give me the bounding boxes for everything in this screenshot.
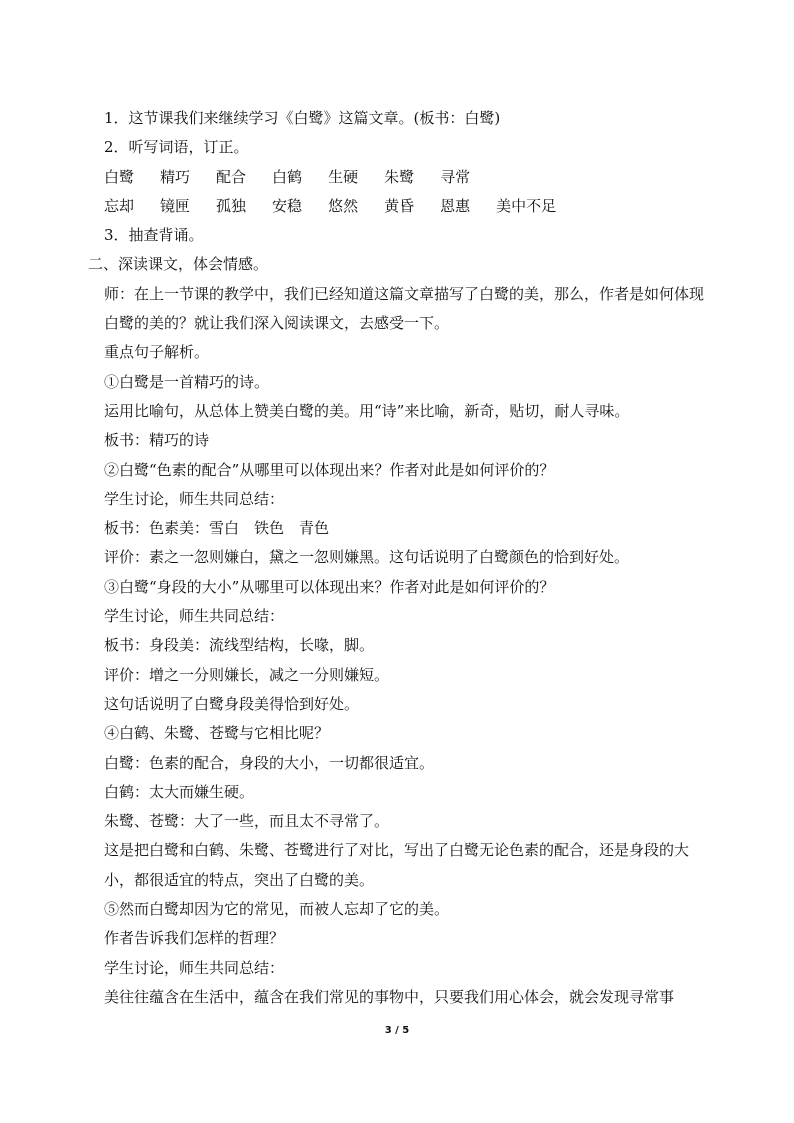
- text-line: ②白鹭“色素的配合”从哪里可以体现出来？作者对此是如何评价的？: [104, 460, 555, 479]
- text-line: 2．听写词语，订正。: [104, 138, 249, 157]
- text-line: 板书：身段美：流线型结构，长喙，脚。: [104, 636, 375, 655]
- text-line: 评价：增之一分则嫌长，减之一分则嫌短。: [104, 665, 390, 684]
- text-line: ⑤然而白鹭却因为它的常见，而被人忘却了它的美。: [104, 900, 450, 919]
- word: 精巧: [160, 167, 191, 186]
- word: 安稳: [272, 196, 303, 215]
- document-body: [88, 104, 714, 1012]
- word-list-row-2: [104, 192, 714, 221]
- text-line: 白鹭：色素的配合，身段的大小，一切都很适宜。: [104, 753, 435, 772]
- text-line: 朱鹭、苍鹭：大了一些，而且太不寻常了。: [104, 812, 390, 831]
- text-line: 运用比喻句，从总体上赞美白鹭的美。用“诗”来比喻，新奇，贴切，耐人寻味。: [104, 401, 630, 420]
- text-line: 白鹤：太大而嫌生硬。: [104, 782, 255, 801]
- text-line: 重点句子解析。: [104, 343, 210, 362]
- text-line: 学生讨论，师生共同总结：: [104, 489, 285, 508]
- word: 生硬: [328, 167, 359, 186]
- text-line: 3．抽查背诵。: [104, 226, 204, 245]
- paragraph-text: 这是把白鹭和白鹤、朱鹭、苍鹭进行了对比，写出了白鹭无论色素的配合，还是身段的大小，都很适宜的特点，突出了白鹭的美。: [104, 841, 690, 889]
- word: 孤独: [216, 196, 247, 215]
- paragraph: [88, 836, 714, 895]
- text-line: ④白鹤、朱鹭、苍鹭与它相比呢？: [104, 724, 330, 743]
- word-list-row-1: [104, 163, 714, 192]
- word: 配合: [216, 167, 247, 186]
- paragraph-text: 师：在上一节课的教学中，我们已经知道这篇文章描写了白鹭的美，那么，作者是如何体现白鹭的美的？就让我们深入阅读课文，去感受一下。: [104, 284, 705, 333]
- word: 悠然: [328, 196, 359, 215]
- text-line: 板书：色素美：雪白 铁色 青色: [104, 519, 330, 538]
- word: 白鹤: [272, 167, 303, 186]
- text-line: 美往往蕴含在生活中，蕴含在我们常见的事物中，只要我们用心体会，就会发现寻常事: [104, 987, 675, 1006]
- word: 恩惠: [440, 196, 471, 215]
- text-line: ①白鹭是一首精巧的诗。: [104, 372, 270, 391]
- text-line: 学生讨论，师生共同总结：: [104, 607, 285, 626]
- word: 寻常: [440, 167, 471, 186]
- section-heading: 二、深读课文，体会情感。: [88, 255, 269, 274]
- page-number: 3 / 5: [384, 1025, 410, 1036]
- text-line: 评价：素之一忽则嫌白，黛之一忽则嫌黑。这句话说明了白鹭颜色的恰到好处。: [104, 548, 630, 567]
- text-line: 作者告诉我们怎样的哲理？: [104, 929, 285, 948]
- text-line: 1．这节课我们来继续学习《白鹭》这篇文章。(板书：白鹭): [104, 109, 501, 127]
- text-line: 板书：精巧的诗: [104, 431, 210, 450]
- paragraph: [88, 280, 714, 339]
- word: 白鹭: [104, 167, 135, 186]
- text-line: 这句话说明了白鹭身段美得恰到好处。: [104, 694, 360, 713]
- word: 镜匣: [160, 196, 191, 215]
- word: 忘却: [104, 196, 135, 215]
- text-line: 学生讨论，师生共同总结：: [104, 958, 285, 977]
- text-line: ③白鹭“身段的大小”从哪里可以体现出来？作者对此是如何评价的？: [104, 577, 555, 596]
- word: 朱鹭: [384, 167, 415, 186]
- word: 黄昏: [384, 196, 415, 215]
- word: 美中不足: [496, 196, 557, 215]
